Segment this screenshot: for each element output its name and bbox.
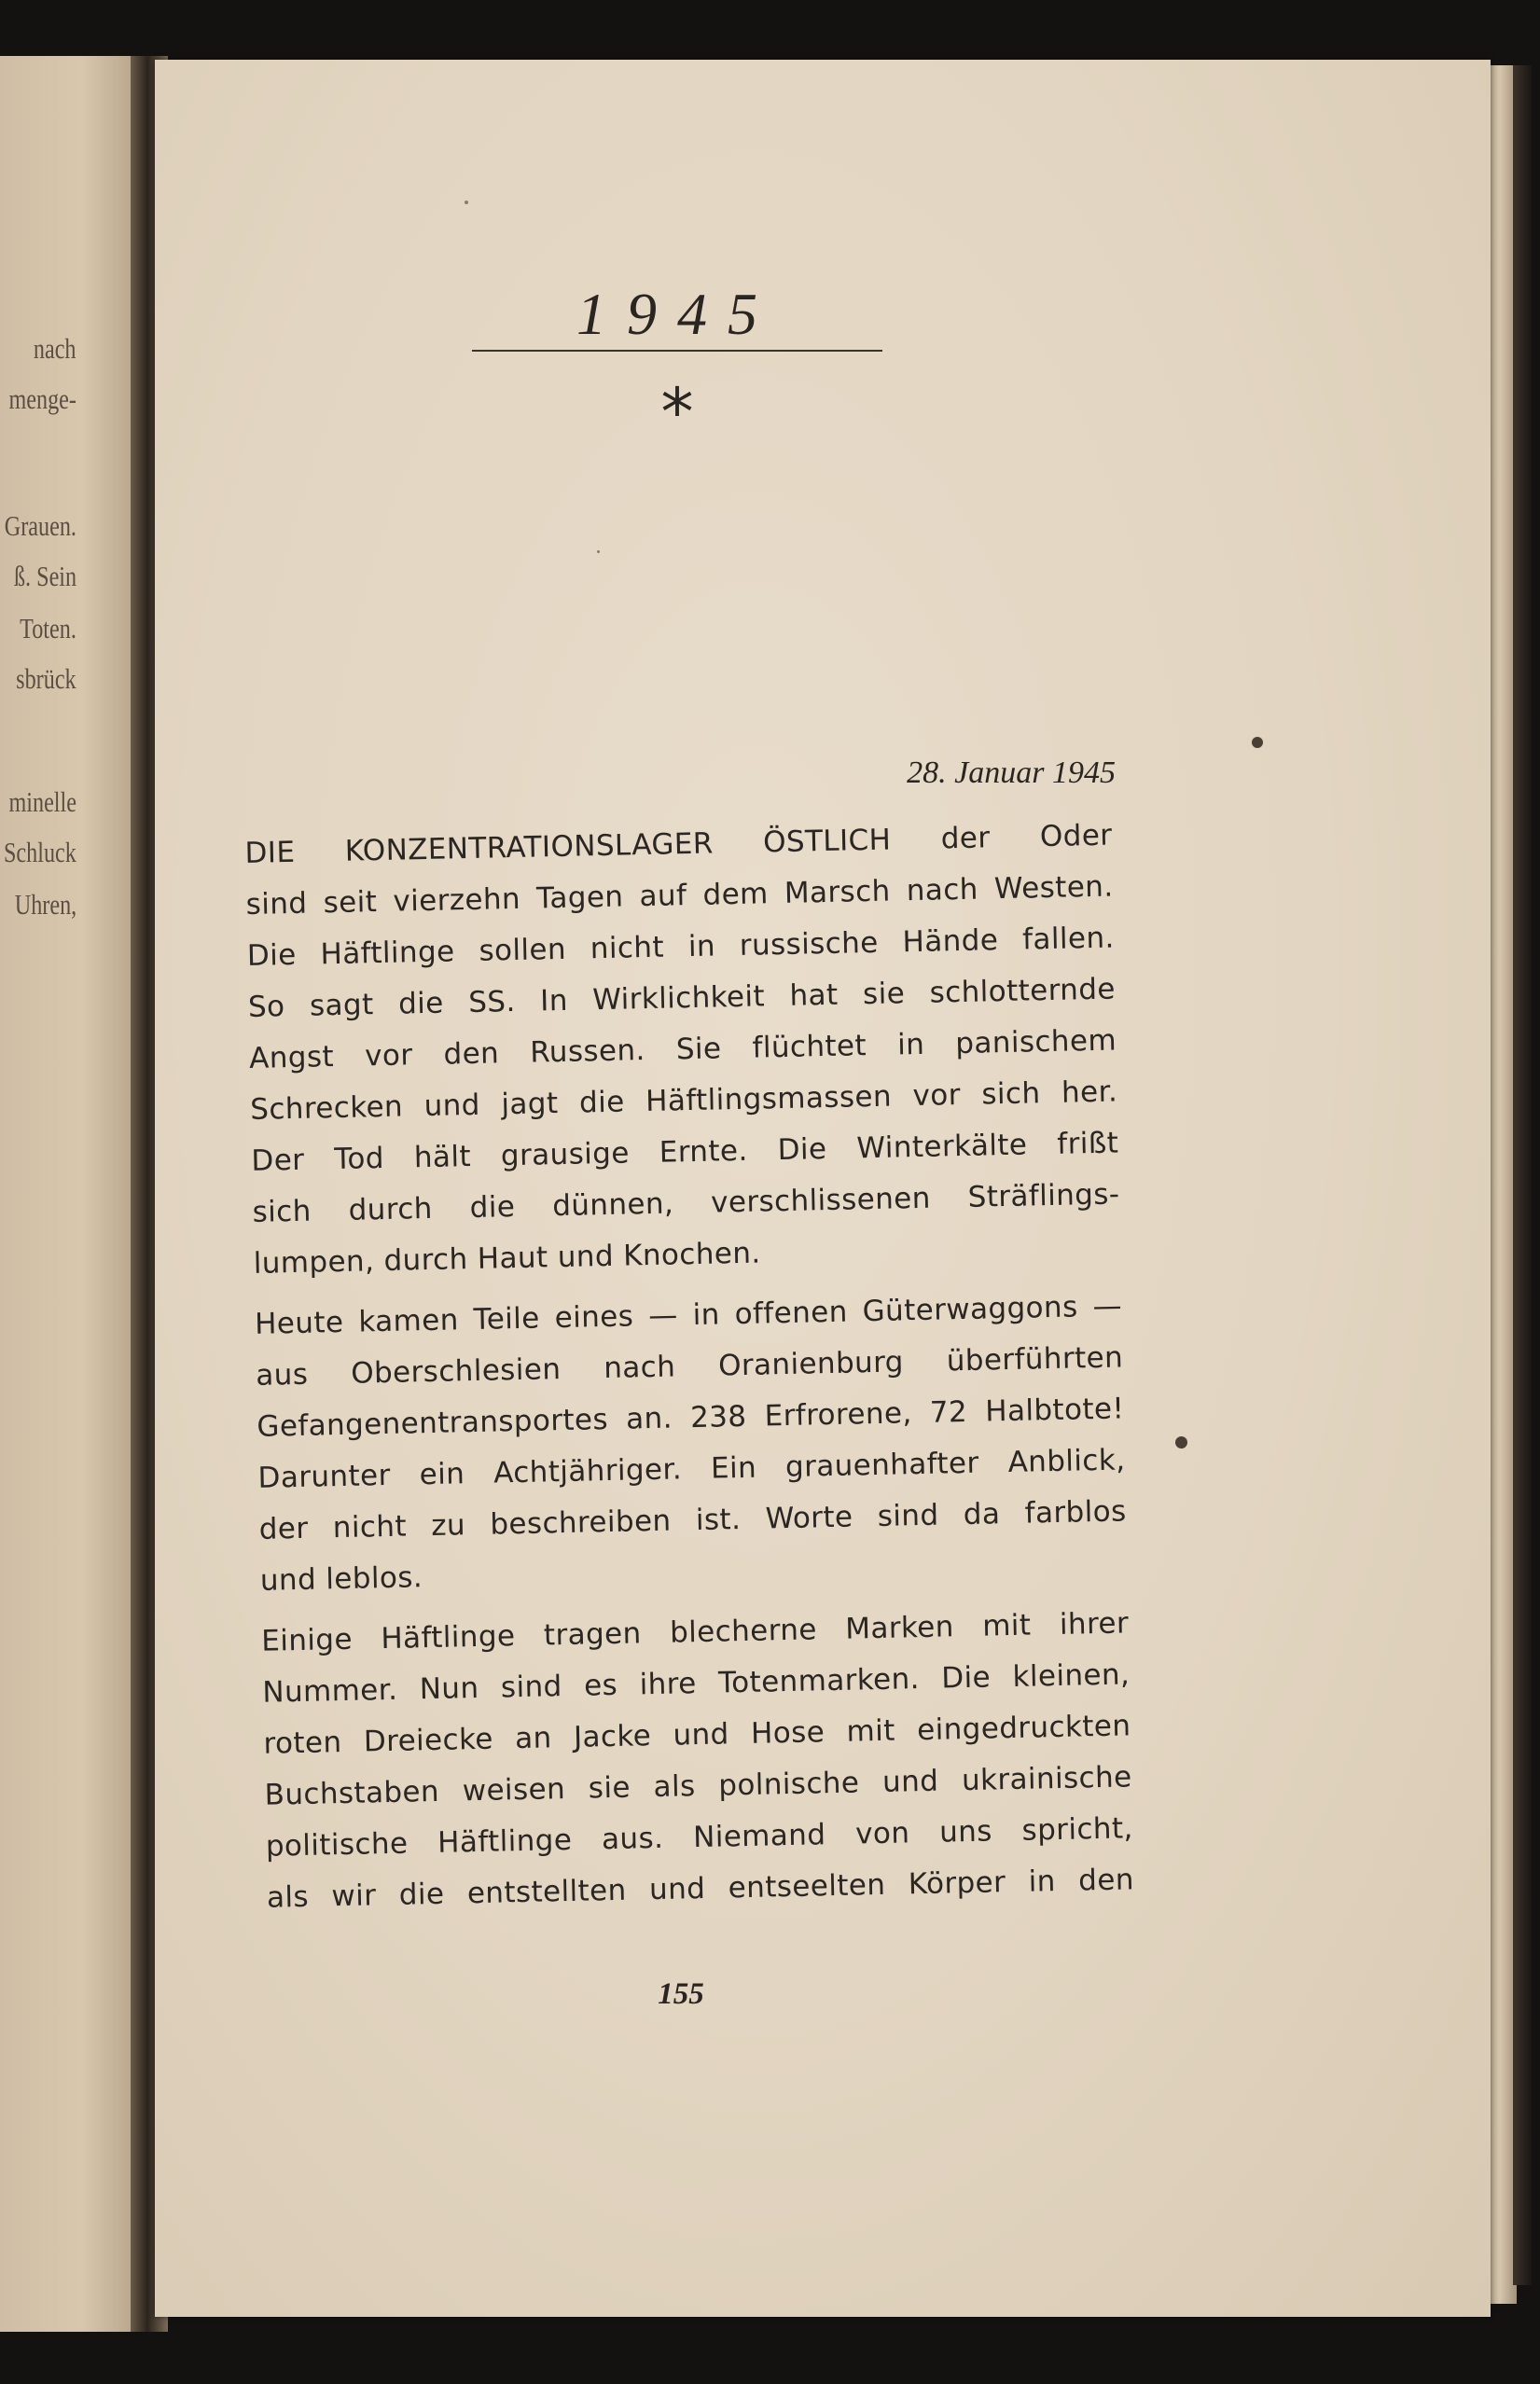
paper-speck [597,550,600,553]
text-line: roten Dreiecke an Jacke und Hose mit eingedruckten [263,1709,1131,1761]
text-line: und leblos. [259,1560,423,1598]
text-line: lumpen, durch Haut und Knochen. [253,1236,761,1281]
text-line: sind seit vierzehn Tagen auf dem Marsch nach Westen. [245,869,1114,922]
text-line: Der Tod hält grausige Ernte. Die Winterkälte frißt [251,1126,1119,1178]
previous-page-fragment: sbrück [16,662,76,695]
text-line: Heute kamen Teile eines — in offenen Güterwaggons — [254,1289,1123,1341]
previous-page-fragment: ß. Sein [13,560,76,592]
text-line: Angst vor den Russen. Sie flüchtet in panischem [248,1023,1117,1075]
text-line: Gefangenentransportes an. 238 Erfrorene, 72 Halbtote! [257,1392,1125,1444]
text-line: So sagt die SS. In Wirklichkeit hat sie schlotternde [247,972,1117,1024]
text-line: politische Häftlinge aus. Niemand von uns spricht, [265,1811,1134,1864]
book-cover-edge [1513,65,1532,2285]
text-line: aus Oberschlesien nach Oranienburg überführten [255,1340,1124,1393]
previous-page-fragment: Toten. [20,612,76,645]
text-line: Buchstaben weisen sie als polnische und ukrainische [264,1760,1132,1812]
previous-page-fragment: menge- [8,382,76,415]
text-line: als wir die entstellten und entseelten Körper in den [266,1863,1135,1915]
text-line: Die Häftlinge sollen nicht in russische Hände fallen. [246,921,1116,973]
text-line: der nicht zu beschreiben ist. Worte sind da farblos [258,1494,1127,1546]
chapter-rule [472,350,882,352]
paragraph [255,1281,1129,1606]
entry-body [244,811,1135,1934]
previous-page [0,56,149,2332]
previous-page-fragment: Uhren, [14,888,76,921]
paragraph [244,811,1121,1290]
paper-speck [465,201,468,204]
text-line: Nummer. Nun sind es ihre Totenmarken. Die kleinen, [262,1657,1131,1710]
asterisk-icon: * [660,374,694,450]
entry-date: 28. Januar 1945 [907,755,1116,790]
previous-page-fragment: Grauen. [4,509,76,542]
page-number: 155 [658,1977,704,2011]
text-line: Schrecken und jagt die Häftlingsmassen vor sich her. [249,1074,1118,1127]
text-line: DIE KONZENTRATIONSLAGER ÖSTLICH der Oder [244,818,1113,870]
previous-page-fragment: minelle [8,785,76,818]
text-line: Einige Häftlinge tragen blecherne Marken mit ihrer [260,1606,1130,1658]
paper-speck [1252,737,1263,748]
text-line: sich durch die dünnen, verschlissenen Sträflings- [252,1177,1120,1229]
text-line: Darunter ein Achtjähriger. Ein grauenhafter Anblick, [257,1443,1126,1495]
previous-page-fragment: Schluck [4,836,76,868]
paper-speck [1175,1436,1187,1448]
chapter-year: 1945 [576,281,778,347]
paragraph [261,1598,1135,1923]
previous-page-fragment: nach [34,332,76,365]
